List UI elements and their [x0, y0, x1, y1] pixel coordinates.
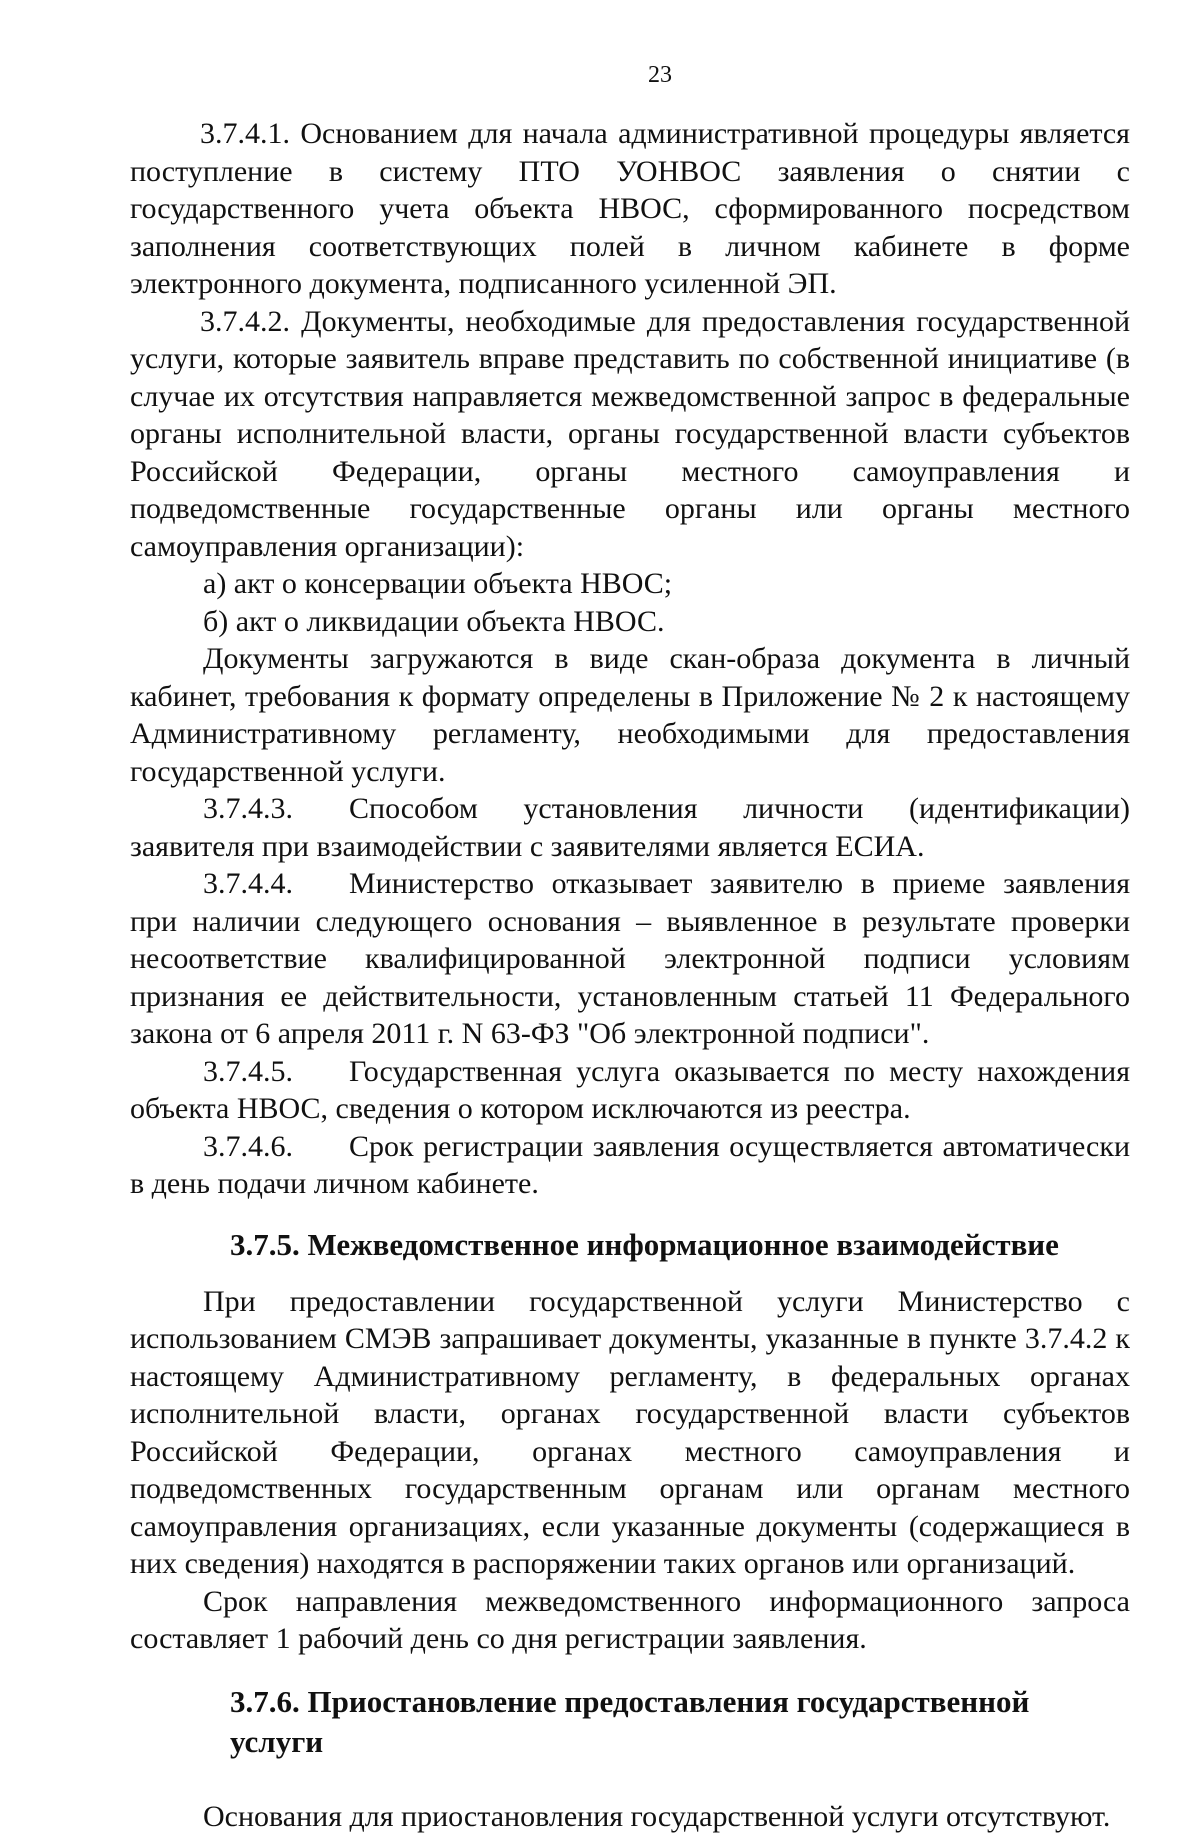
paragraph-3-7-4-1: 3.7.4.1. Основанием для начала административной процедуры является поступление в систему ПТО УОНВОС заявления о снятии с государственного учета объекта НВОС, сформированного посредством заполнения соответствующих полей в личном кабинете в форме электронного документа, подписанного усиленной ЭП. [130, 115, 1130, 303]
clause-number: 3.7.4.6. [203, 1128, 349, 1166]
list-item-a: а) акт о консервации объекта НВОС; [130, 565, 1130, 603]
paragraph-suspension: Основания для приостановления государственной услуги отсутствуют. [130, 1798, 1130, 1835]
page-number: 23 [130, 62, 1130, 89]
paragraph-3-7-4-6 [130, 1128, 1130, 1203]
clause-number: 3.7.4.3. [203, 790, 349, 828]
paragraph-3-7-4-3 [130, 790, 1130, 865]
clause-text: Способом установления личности (идентификации) заявителя при взаимодействии с заявителями является ЕСИА. [130, 792, 1130, 863]
paragraph-request-term: Срок направления межведомственного информационного запроса составляет 1 рабочий день со дня регистрации заявления. [130, 1583, 1130, 1658]
paragraph-interagency: При предоставлении государственной услуги Министерство с использованием СМЭВ запрашивает документы, указанные в пункте 3.7.4.2 к настоящему Административному регламенту, в федеральных органах исполнительной власти, органах государственной власти субъектов Российской Федерации, органах местного самоуправления и подведомственных государственным органам или органам местного самоуправления организациях, если указанные документы (содержащиеся в них сведения) находятся в распоряжении таких органов или организаций. [130, 1283, 1130, 1583]
list-item-b: б) акт о ликвидации объекта НВОС. [130, 603, 1130, 641]
clause-number: 3.7.4.5. [203, 1053, 349, 1091]
section-heading-3-7-5: 3.7.5. Межведомственное информационное взаимодействие [130, 1225, 1130, 1265]
paragraph-documents-upload: Документы загружаются в виде скан-образа документа в личный кабинет, требования к формату определены в Приложение № 2 к настоящему Административному регламенту, необходимыми для предоставления государственной услуги. [130, 640, 1130, 790]
paragraph-3-7-4-5 [130, 1053, 1130, 1128]
clause-text: Срок регистрации заявления осуществляется автоматически в день подачи личном кабинете. [130, 1130, 1130, 1201]
clause-text: Министерство отказывает заявителю в приеме заявления при наличии следующего основания – выявленное в результате проверки несоответствие квалифицированной электронной подписи условиям признания ее действительности, установленным статьей 11 Федерального закона от 6 апреля 2011 г. N 63-ФЗ "Об электронной подписи". [130, 867, 1130, 1050]
clause-text: Государственная услуга оказывается по месту нахождения объекта НВОС, сведения о котором исключаются из реестра. [130, 1055, 1130, 1126]
paragraph-3-7-4-4 [130, 865, 1130, 1053]
section-heading-3-7-6: 3.7.6. Приостановление предоставления государственной услуги [130, 1682, 1130, 1762]
clause-number: 3.7.4.4. [203, 865, 349, 903]
paragraph-3-7-4-2: 3.7.4.2. Документы, необходимые для предоставления государственной услуги, которые заявитель вправе представить по собственной инициативе (в случае их отсутствия направляется межведомственной запрос в федеральные органы исполнительной власти, органы государственной власти субъектов Российской Федерации, органы местного самоуправления и подведомственные государственные органы или органы местного самоуправления организации): [130, 303, 1130, 566]
